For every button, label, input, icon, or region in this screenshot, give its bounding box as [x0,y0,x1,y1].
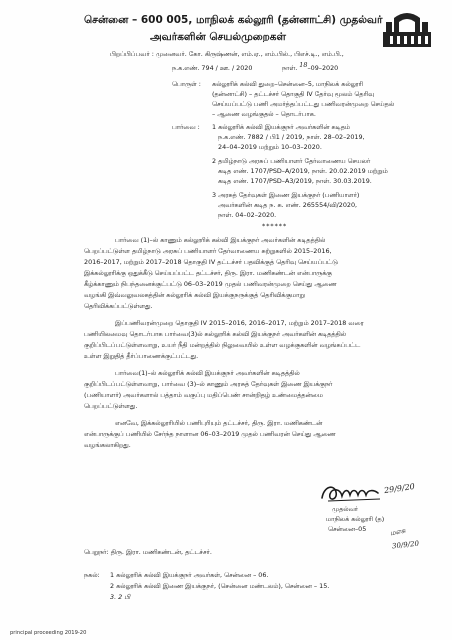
header-title-line1: சென்னை – 600 005, மாநிலக் கல்லூரி (தன்னாட்சி) முதல்வர் [84,14,383,26]
recipient-label: பெறுநர்: [84,548,109,556]
body-line: பார்வை(1)–ல் கல்லூரிக் கல்வி இயக்குநர் அவர்களின் கடிதத்தில் [115,369,300,377]
body-line: பார்வை (1)–ல் காணும் கல்லூரிக் கல்வி இயக்குநர் அவர்களின் கடிதத்தில் [115,236,326,244]
body-line: என்பாருக்குப் பணியில் சேர்ந்த நாளான 06–03–2019 முதல் பணிவரன் செய்து ஆணை [84,430,336,438]
body-line: குறிப்பிடப்பட்டுள்ளவாறு, உயர் நீதி மன்றத்தில் நிலுவையில் உள்ள வழக்குகளின் வழங்கப்பட்ட [84,341,361,349]
copy-item: 1 கல்லூரிக் கல்வி இயக்குநர் அவர்கள், சென்னை – 06. [110,571,269,579]
college-emblem [382,10,432,48]
header-title-line2: அவர்களின் செயல்முறைகள் [150,31,287,43]
body-line: உள்ள இறுதித் தீர்ப்பாணைக்குட்பட்டது. [84,352,199,360]
recipient-name: திரு. இரா. மணிகண்டன், தட்டச்சர். [110,548,212,556]
body-line: கீழ்க்காணும் நிபந்தனைக்குட்பட்டு 06–03–2019 முதல் பணிவரன்முறை செய்து ஆணை [84,280,337,288]
principal-signature [318,480,388,506]
footer-file-name: principal proceeding 2019-20 [10,630,87,636]
reference-item: 2 தமிழ்நாடு அரசுப் பணியாளர் தேர்வாணைய செயலர் [212,157,371,165]
subject-label: பொருள் : [172,80,201,88]
subject-line: – ஆணை வழங்குதல் – தொடர்பாக. [212,110,316,118]
body-line: குறிப்பிடப்பட்டுள்ளவாறு, பார்வை (3)–ல் காணும் அரசுத் தேர்வுகள் இணை இயக்குநர் [84,380,333,388]
body-line: வழங்கலாகிறது. [84,441,131,449]
reference-item: அவர்களின் கடித ந. க. எண். 265554/வி/2020, [218,201,358,209]
margin-note-date: 30/9/20 [391,539,420,551]
reference-label: பார்வை : [172,123,200,131]
reference-item: கடித எண். 1707/PSD–A3/2019, நாள். 30.03.2019. [218,177,372,185]
body-line: (பணியாளர்) அவர்களால் பத்தாம் வகுப்பு மதிப்பெண் சான்றிதழ் உண்மைத்தன்மை [84,391,323,399]
reference-item: 1 கல்லூரிக் கல்வி இயக்குநர் அவர்களின் கடிதம் [212,123,351,131]
subject-line: (தன்னாட்சி) – தட்டச்சர் தொகுதி IV தேர்வு மூலம் தெரிவு [212,90,375,98]
body-line: பணியிலமைவு தொடர்பாக பார்வை(3)ல் கல்லூரிக் கல்வி இயக்குநர் அவர்களின் கடிதத்தில் [84,330,347,338]
signatory-designation: முதல்வர் [332,505,359,513]
reference-item: ந.க.எண். 7882 / பி1 / 2019, நாள். 28–02–2019, [218,133,365,141]
signatory-city: சென்னை–05 [328,525,367,533]
reference-number: ந.க.எண். 794 / ஊ. / 2020 [172,64,253,72]
date-label: நாள். [282,64,298,72]
reference-item: நாள். 04–02–2020. [218,211,277,219]
body-line: எனவே, இக்கல்லூரியில் பணிபுரியும் தட்டச்சர், திரு. இரா. மணிகண்டன் [115,419,323,427]
copy-label: நகல்: [84,571,100,579]
body-line: பெறப்பட்டுள்ள தமிழ்நாடு அரசுப் பணியாளர் தேர்வாணைய சுற்றுகளில் 2015–2016, [84,247,332,255]
body-line: இக்கல்லூரிக்கு ஒதுக்கீடு செய்யப்பட்ட தட்டச்சர், திரு. இரா. மணிகண்டன் என்பாருக்கு [84,269,332,277]
reference-item: 3 அரசுத் தேர்வுகள் இணை இயக்குநர் (பணியாளர்) [212,191,360,199]
subject-line: செய்யப்பட்டு பணி அமர்த்தப்பட்டது பணிவரன்முறை செய்தல் [212,100,395,108]
date-handwritten: 18 [299,61,308,69]
body-line: வழங்கி இவ்வலுவலகத்தின் கல்லூரிக் கல்வி இயக்குநருக்குத் தெரிவிக்குமாறு [84,291,305,299]
signature-date: 29/9/20 [383,481,416,496]
recipient [84,548,212,557]
margin-note-initials: மஎசு [389,526,407,538]
copy-item: 2 கல்லூரிக் கல்வி இணை இயக்குநர், (சென்னை மண்டலம்), சென்னை – 15. [110,582,330,590]
signatory-college: மாநிலக் கல்லூரி (த) [326,515,385,523]
subject-line: கல்லூரிக் கல்வி துறை–சென்னை–5, மாநிலக் கல்லூரி [212,80,364,88]
copy-item: 3. 2 பி [110,593,131,601]
body-line: இப்பணிவரன்முறை தொகுதி IV 2015–2016, 2016–2017, மற்றும் 2017–2018 வரை [115,319,364,327]
reference-item: 24–04–2019 மற்றும் 10–03–2020. [218,143,322,151]
separator-stars: ****** [262,222,288,230]
reference-item: கடித எண். 1707/PSD–A/2019, நாள். 20.02.2019 மற்றும் [218,167,388,175]
body-line: 2016–2017, மற்றும் 2017–2018 தொகுதி IV தட்டச்சர் பதவிக்குத் தெரிவு செய்யப்பட்டு [84,258,338,266]
presented-by: பிறப்பிப்பவர் : முனைவர். கோ. கிருஷ்ணன், எம்.ஏ., எம்.பில்., பிஎச்.டி., எம்.பி., [110,50,344,58]
body-line: பெறப்பட்டுள்ளது. [84,402,138,410]
body-line: தெரிவிக்கப்பட்டுள்ளது. [84,302,153,310]
date-rest: –09–2020 [307,64,339,72]
order-date [282,61,339,73]
